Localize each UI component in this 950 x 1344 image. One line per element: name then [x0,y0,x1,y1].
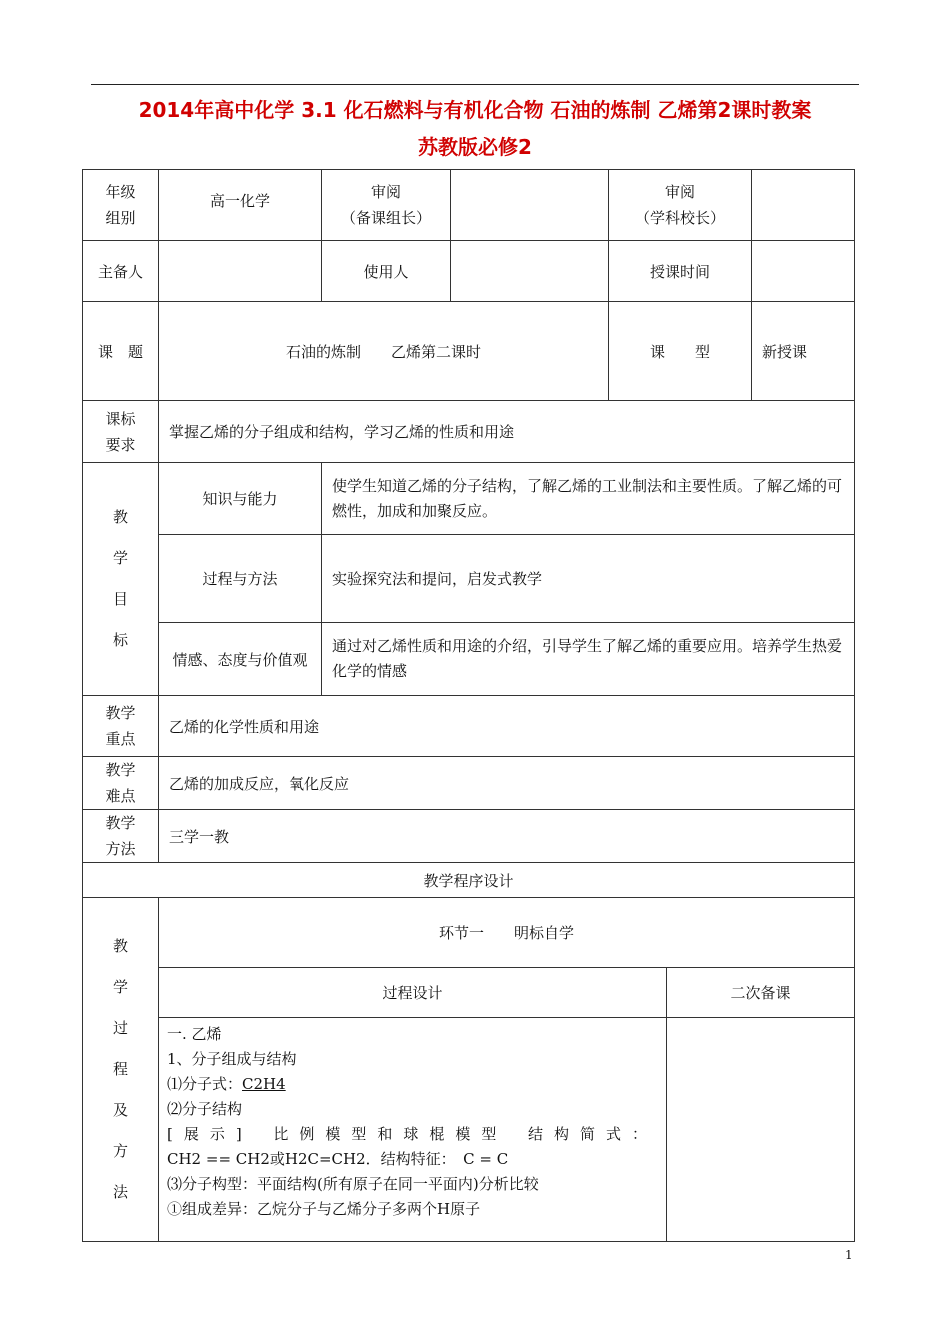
method-label [83,810,159,863]
difficulties-value: 乙烯的加成反应，氧化反应 [159,757,855,810]
goals-label-char: 教 [112,508,128,526]
knowledge-label: 知识与能力 [159,463,322,535]
method-label-line2: 方法 [105,840,136,858]
grade-label-line1: 年级 [105,183,136,201]
process-value: 实验探究法和提问，启发式教学 [322,535,855,623]
standard-value: 掌握乙烯的分子组成和结构，学习乙烯的性质和用途 [159,401,855,463]
program-label-char: 学 [112,978,128,996]
key-points-value: 乙烯的化学性质和用途 [159,696,855,757]
emotion-value: 通过对乙烯性质和用途的介绍，引导学生了解乙烯的重要应用。培养学生热爱化学的情感 [322,623,855,696]
program-label-char: 教 [112,937,128,955]
program-label-char: 程 [112,1060,128,1078]
method-label-line1: 教学 [105,814,136,832]
header-rule [91,84,859,85]
standard-label-line1: 课标 [105,409,136,428]
review-principal-line1: 审阅 [665,183,696,201]
key-points-label [83,696,159,757]
document-title-line1: 2014年高中化学 3.1 化石燃料与有机化合物 石油的炼制 乙烯第2课时教案 [138,98,812,122]
grade-label-cell [83,170,159,241]
method-value: 三学一教 [159,810,855,863]
content-line: ⑶分子构型：平面结构(所有原子在同一平面内)分析比较 [167,1175,539,1193]
content-line: 1、分子组成与结构 [167,1050,297,1068]
process-design-header: 过程设计 [159,968,667,1018]
key-points-label-line1: 教学 [105,704,136,722]
goals-label [83,463,159,696]
review-group-line1: 审阅 [370,183,401,201]
page-number: 1 [845,1248,853,1262]
molecular-formula: C2H4 [242,1075,286,1093]
program-label-char: 过 [112,1019,128,1037]
program-heading: 教学程序设计 [83,863,855,898]
topic-value: 石油的炼制 乙烯第二课时 [159,302,609,401]
program-label-char: 法 [112,1183,128,1201]
display-tag: [展示] [167,1125,253,1143]
review-principal-label [609,170,752,241]
model-text: 比例模型和球棍模型 [273,1125,508,1143]
standard-label-line2: 要求 [105,435,136,454]
review-group-label [322,170,451,241]
content-line [167,1122,658,1147]
lesson-plan-table [82,169,855,1242]
formula-label: ⑴分子式： [167,1075,243,1093]
difficulties-label-line2: 难点 [105,787,136,805]
user-label: 使用人 [322,241,451,302]
second-prep-header: 二次备课 [667,968,855,1018]
grade-label-line2: 组别 [105,209,136,227]
lesson-type-value: 新授课 [752,302,855,401]
lesson-type-label: 课 型 [609,302,752,401]
program-label [83,898,159,1242]
goals-label-char: 学 [112,549,128,567]
document-title-line2: 苏教版必修2 [418,135,532,159]
program-label-char: 方 [112,1142,128,1160]
topic-label: 课 题 [83,302,159,401]
key-points-label-line2: 重点 [105,730,136,748]
process-design-content [159,1018,667,1242]
simplified-formula-label: 结构简式： [527,1125,658,1143]
content-line: ⑵分子结构 [167,1100,243,1118]
content-line: 一. 乙烯 [167,1025,222,1043]
emotion-label: 情感、态度与价值观 [159,623,322,696]
content-line: ①组成差异：乙烷分子与乙烯分子多两个H原子 [167,1200,481,1218]
class-time-value [752,241,855,302]
review-group-value [451,170,609,241]
review-principal-line2: （学科校长） [635,209,726,227]
section-title: 环节一 明标自学 [159,898,855,968]
preparer-value [159,241,322,302]
difficulties-label [83,757,159,810]
goals-label-char: 目 [112,590,128,608]
second-prep-content [667,1018,855,1242]
user-value [451,241,609,302]
goals-label-char: 标 [112,631,128,649]
difficulties-label-line1: 教学 [105,761,136,779]
program-label-char: 及 [112,1101,128,1119]
knowledge-value: 使学生知道乙烯的分子结构，了解乙烯的工业制法和主要性质。了解乙烯的可燃性，加成和加聚反应。 [322,463,855,535]
process-label: 过程与方法 [159,535,322,623]
review-principal-value [752,170,855,241]
preparer-label: 主备人 [83,241,159,302]
content-line: CH2 == CH2或H2C=CH2．结构特征： C = C [167,1150,509,1168]
review-group-line2: （备课组长） [340,209,431,227]
grade-value: 高一化学 [159,170,322,241]
class-time-label: 授课时间 [609,241,752,302]
standard-label [83,401,159,463]
content-line [167,1072,658,1097]
